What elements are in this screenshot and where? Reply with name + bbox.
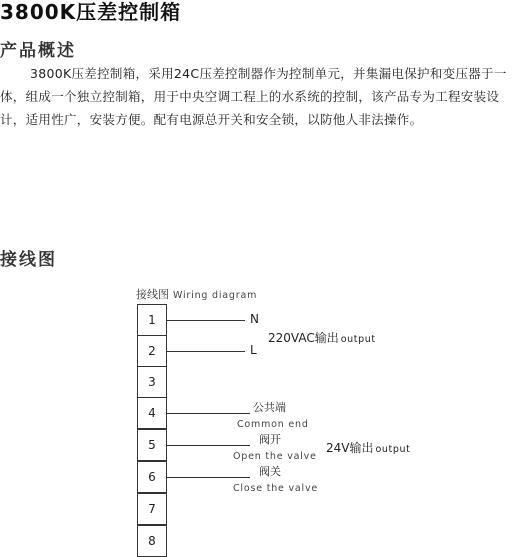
wire-common <box>167 413 250 414</box>
wire-n <box>167 320 245 321</box>
terminal-6: 6 <box>137 461 167 493</box>
label-l: L <box>250 343 257 357</box>
wire-open <box>167 445 250 446</box>
wire-l <box>167 351 245 352</box>
close-en: Close the valve <box>233 483 319 494</box>
open-cn: 阀开 <box>259 433 281 446</box>
diagram-caption-cn: 接线图 <box>136 288 169 301</box>
label-n: N <box>250 312 259 326</box>
common-cn: 公共端 <box>253 401 286 414</box>
control-output-label <box>326 439 410 456</box>
power-output-en: output <box>340 334 376 345</box>
terminal-1: 1 <box>137 304 167 336</box>
overview-body: 3800K压差控制箱，采用24C压差控制器作为控制单元，并集漏电保护和变压器于一体，组成一个独立控制箱，用于中央空调工程上的水系统的控制，该产品专为工程安装设计，适用性广，安装方便。配有电源总开关和安全锁，以防他人非法操作。 <box>0 66 507 127</box>
wire-close <box>167 477 250 478</box>
wiring-heading: 接线图 <box>0 250 57 270</box>
power-output-label <box>268 329 376 346</box>
terminal-4: 4 <box>137 397 167 429</box>
terminal-3: 3 <box>137 366 167 398</box>
power-output-cn: 220VAC输出 <box>268 331 339 345</box>
overview-heading: 产品概述 <box>0 41 76 61</box>
common-en: Common end <box>237 419 309 430</box>
diagram-caption-en: Wiring diagram <box>173 290 258 301</box>
terminal-7: 7 <box>137 493 167 525</box>
terminal-5: 5 <box>137 429 167 461</box>
control-output-en: output <box>375 444 411 455</box>
open-en: Open the valve <box>233 451 317 462</box>
close-cn: 阀关 <box>259 465 281 478</box>
diagram-caption <box>136 286 257 302</box>
control-output-cn: 24V输出 <box>326 441 374 455</box>
terminal-2: 2 <box>137 335 167 367</box>
terminal-8: 8 <box>137 525 167 557</box>
page-title: 3800K压差控制箱 <box>0 0 182 24</box>
